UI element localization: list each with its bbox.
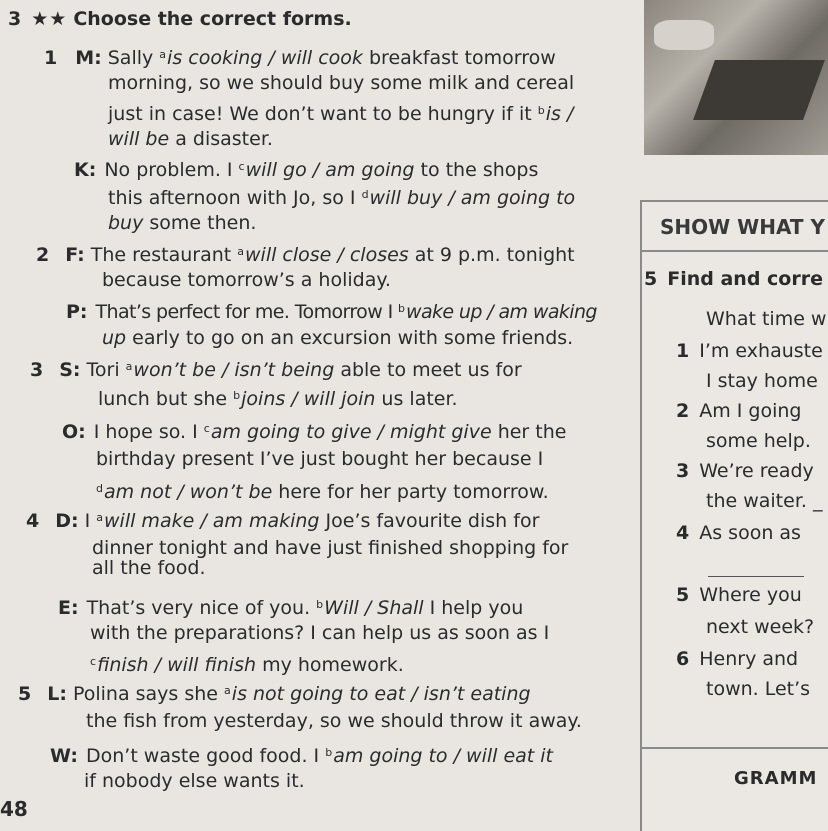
panel-item-2-cont: some help. <box>706 430 811 452</box>
panel-item-1-cont: I stay home <box>706 370 818 392</box>
item-1-line-7: buy some then. <box>108 212 257 234</box>
panel-exercise-heading: 5 Find and corre <box>644 268 823 290</box>
item-3-line-2: lunch but she $^b$joins / will join us later. <box>98 388 458 410</box>
item-2-line-3: P: That’s perfect for me. Tomorrow I $^b$wake up / am waking <box>66 301 597 323</box>
panel-item-3: 3 We’re ready <box>676 460 814 482</box>
item-5-line-3: W: Don’t waste good food. I $^b$am going to / will eat it <box>50 745 554 767</box>
item-1-line-1: 1 M: Sally $^a$is cooking / will cook breakfast tomorrow <box>44 47 556 69</box>
item-4-line-5: with the preparations? I can help us as soon as I <box>90 622 550 644</box>
item-4-line-2: dinner tonight and have just finished shopping for <box>92 537 569 559</box>
item-5-line-1: 5 L: Polina says she $^a$is not going to eat / isn’t eating <box>18 683 531 705</box>
exercise-heading <box>8 8 352 30</box>
panel-title: SHOW WHAT Y <box>660 215 825 239</box>
panel-item-4: 4 As soon as <box>676 522 801 544</box>
item-3-line-1: 3 S: Tori $^a$won’t be / isn’t being able to meet us for <box>30 359 522 381</box>
panel-item-6: 6 Henry and <box>676 648 799 670</box>
item-4-line-4: E: That’s very nice of you. $^b$Will / Shall I help you <box>58 597 524 619</box>
item-5-line-2: the fish from yesterday, so we should throw it away. <box>86 710 582 732</box>
item-2-line-4: up early to go on an excursion with some friends. <box>102 327 574 349</box>
item-1-line-4: will be a disaster. <box>108 128 273 150</box>
panel-item-3-cont: the waiter. _ <box>706 490 823 512</box>
exercise-title: Choose the correct forms. <box>73 8 352 30</box>
item-3-line-5: $^d$am not / won’t be here for her party tomorrow. <box>96 481 549 503</box>
item-3-line-3: O: I hope so. I $^c$am going to give / might give her the <box>62 421 567 443</box>
item-1-line-6: this afternoon with Jo, so I $^d$will buy / am going to <box>108 187 576 209</box>
panel-item-5-cont: next week? <box>706 616 815 638</box>
photo-image <box>644 0 828 155</box>
panel-bottom-divider <box>642 747 828 749</box>
photo-highlight <box>654 20 714 50</box>
exercise-number: 3 <box>8 8 22 30</box>
panel-item-5: 5 Where you <box>676 584 802 606</box>
item-1-line-5: K: No problem. I $^c$will go / am going to the shops <box>74 159 539 181</box>
item-2-line-1: 2 F: The restaurant $^a$will close / closes at 9 p.m. tonight <box>36 244 575 266</box>
difficulty-stars-icon: ★★ <box>31 8 68 30</box>
panel-footer-label: GRAMM <box>734 768 818 789</box>
answer-blank <box>708 576 804 577</box>
item-2-line-2: because tomorrow’s a holiday. <box>102 269 391 291</box>
panel-item-2: 2 Am I going <box>676 400 802 422</box>
panel-item-1: 1 I’m exhauste <box>676 340 823 362</box>
page-number: 48 <box>0 797 28 821</box>
item-4-line-1: 4 D: I $^a$will make / am making Joe’s favourite dish for <box>26 510 540 532</box>
panel-intro: What time w <box>706 308 827 330</box>
panel-item-6-cont: town. Let’s <box>706 678 811 700</box>
item-1-line-2: morning, so we should buy some milk and cereal <box>108 72 575 94</box>
item-5-line-4: if nobody else wants it. <box>84 770 305 792</box>
item-4-line-3: all the food. <box>92 557 206 579</box>
show-what-panel <box>640 200 828 831</box>
item-1-line-3: just in case! We don’t want to be hungry if it $^b$is / <box>108 103 574 125</box>
item-3-line-4: birthday present I’ve just bought her because I <box>96 448 544 470</box>
panel-divider <box>642 250 828 252</box>
photo-shadow <box>693 60 825 120</box>
item-4-line-6: $^c$finish / will finish my homework. <box>90 654 404 676</box>
